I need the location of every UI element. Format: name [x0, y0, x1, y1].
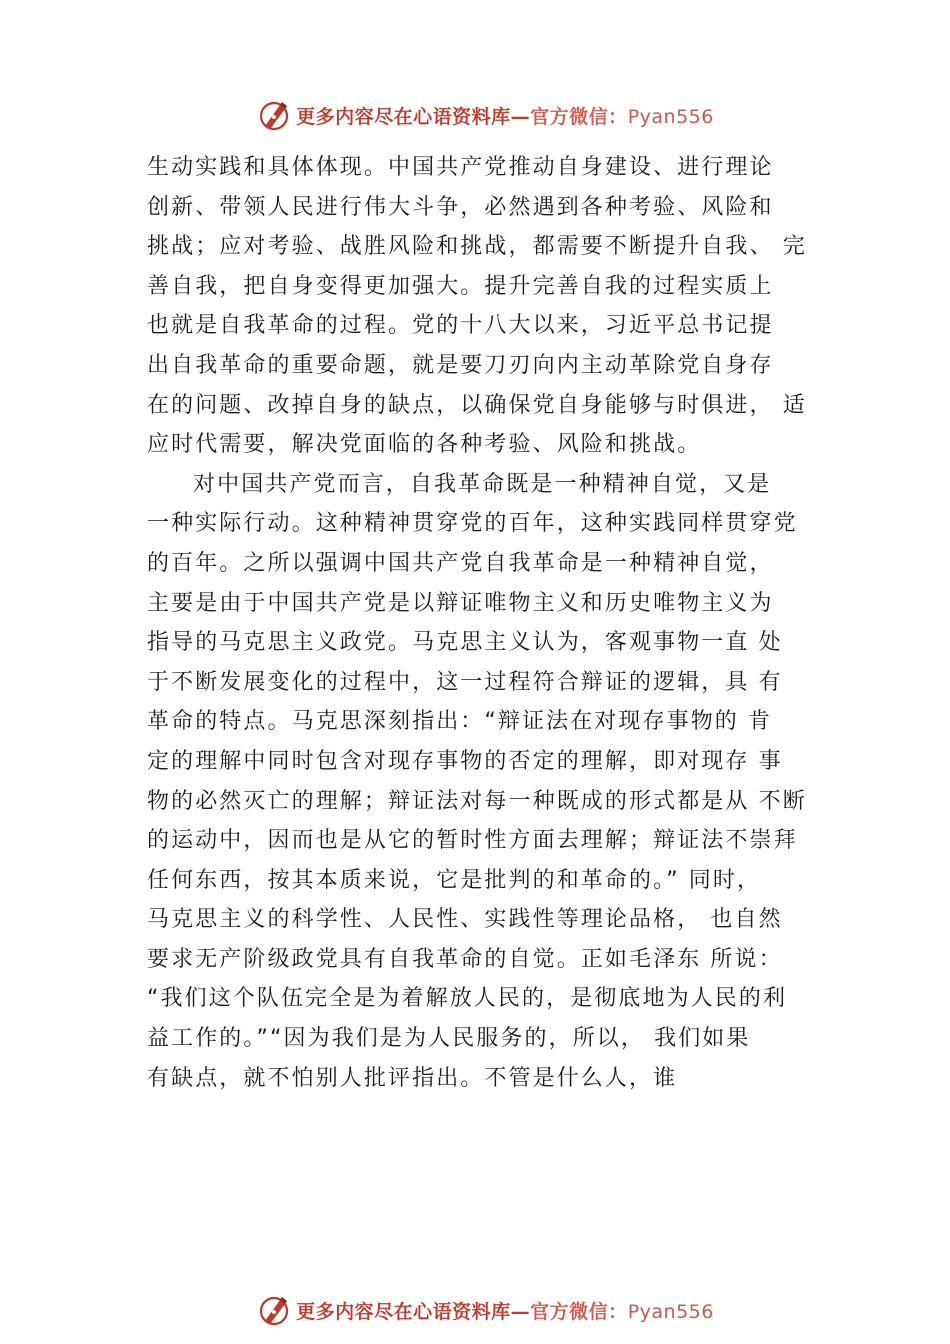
header-banner-text	[296, 102, 714, 129]
body-line: 一种实际行动。这种精神贯穿党的百年，这种实践同样贯穿党	[147, 511, 798, 537]
body-line: 应时代需要，解决党面临的各种考验、风险和挑战。	[147, 432, 702, 458]
footer-wechat-label: 官方微信：	[530, 1300, 628, 1323]
body-line: 创新、带领人民进行伟大斗争，必然遇到各种考验、风险和	[147, 194, 774, 220]
document-body	[147, 148, 837, 1098]
footer-banner	[0, 1290, 950, 1330]
footer-wechat-id: Pyan556	[627, 1300, 714, 1323]
body-line: 的运动中，因而也是从它的暂时性方面去理解；辩证法不崇拜	[147, 828, 798, 854]
body-line: 也就是自我革命的过程。党的十八大以来，习近平总书记提	[147, 313, 774, 339]
header-banner-inner	[256, 97, 714, 133]
body-line: “我们这个队伍完全是为着解放人民的，是彻底地为人民的利	[147, 986, 788, 1012]
body-line: 在的问题、改掉自身的缺点，以确保党自身能够与时俱进， 适	[147, 392, 807, 418]
footer-banner-inner	[256, 1292, 714, 1328]
body-line: 生动实践和具体体现。中国共产党推动自身建设、进行理论	[147, 155, 774, 180]
body-line: 挑战；应对考验、战胜风险和挑战，都需要不断提升自我、 完	[147, 234, 807, 260]
body-line: 定的理解中同时包含对现存事物的否定的理解，即对现存 事	[147, 748, 783, 774]
footer-dash: —	[510, 1300, 531, 1323]
body-line: 革命的特点。马克思深刻指出：“辩证法在对现存事物的 肯	[147, 709, 773, 735]
body-line-paragraph-start: 对中国共产党而言，自我革命既是一种精神自觉，又是	[193, 471, 772, 497]
body-line: 任何东西，按其本质来说，它是批判的和革命的。” 同时，	[147, 867, 762, 893]
header-wechat-id: Pyan556	[627, 105, 714, 128]
pen-nib-icon	[256, 1292, 292, 1328]
header-brand: 更多内容尽在心语资料库	[296, 105, 511, 128]
header-wechat-label: 官方微信：	[530, 105, 628, 128]
body-line: 要求无产阶级政党具有自我革命的自觉。正如毛泽东 所说：	[147, 946, 783, 972]
footer-brand: 更多内容尽在心语资料库	[296, 1300, 511, 1323]
body-line: 主要是由于中国共产党是以辩证唯物主义和历史唯物主义为	[147, 590, 774, 616]
header-banner	[0, 95, 950, 135]
body-line: 有缺点，就不怕别人批评指出。不管是什么人，谁	[147, 1065, 678, 1091]
body-line: 指导的马克思主义政党。马克思主义认为，客观事物一直 处	[147, 630, 783, 656]
body-line: 出自我革命的重要命题，就是要刀刃向内主动革除党自身存	[147, 352, 774, 378]
header-dash: —	[510, 105, 531, 128]
pen-nib-icon	[256, 97, 292, 133]
footer-banner-text	[296, 1297, 714, 1324]
body-line: 益工作的。”“因为我们是为人民服务的，所以， 我们如果	[147, 1026, 751, 1052]
body-line: 善自我，把自身变得更加强大。提升完善自我的过程实质上	[147, 273, 774, 299]
body-line: 于不断发展变化的过程中，这一过程符合辩证的逻辑，具 有	[147, 669, 783, 695]
body-line: 的百年。之所以强调中国共产党自我革命是一种精神自觉，	[147, 550, 774, 576]
body-line: 马克思主义的科学性、人民性、实践性等理论品格， 也自然	[147, 907, 783, 933]
body-line: 物的必然灭亡的理解；辩证法对每一种既成的形式都是从 不断	[147, 788, 807, 814]
